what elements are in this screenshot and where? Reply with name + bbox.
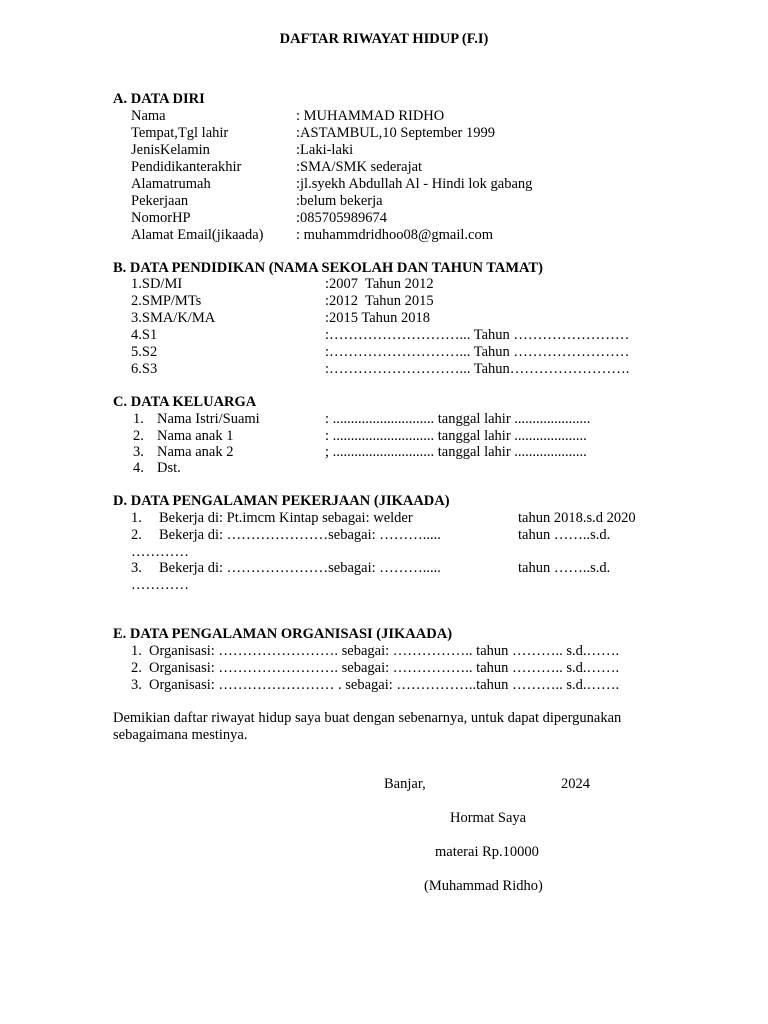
education-years: :………………………... Tahun …………………… bbox=[325, 344, 630, 360]
field-value: :ASTAMBUL,10 September 1999 bbox=[296, 125, 496, 141]
job-years: tahun 2018.s.d 2020 bbox=[518, 510, 636, 526]
organization-text: Organisasi: ……………………. sebagai: …………….. tahun ……….. s.d.……. bbox=[149, 643, 620, 659]
education-level: 2.SMP/MTs bbox=[131, 293, 202, 309]
education-level: 5.S2 bbox=[131, 344, 158, 360]
job-years: tahun ……..s.d. bbox=[518, 527, 611, 543]
field-label: Alamatrumah bbox=[131, 176, 211, 192]
field-value: : MUHAMMAD RIDHO bbox=[296, 108, 445, 124]
family-value: : ............................ tanggal lahir ..................... bbox=[325, 411, 591, 427]
field-label: JenisKelamin bbox=[131, 142, 210, 158]
job-text: Bekerja di: …………………sebagai: ………..... bbox=[159, 560, 441, 576]
job-continuation: ………… bbox=[131, 577, 189, 593]
section-a-heading: A. DATA DIRI bbox=[113, 91, 205, 107]
education-level: 6.S3 bbox=[131, 361, 158, 377]
education-level: 1.SD/MI bbox=[131, 276, 183, 292]
field-label: Pekerjaan bbox=[131, 193, 189, 209]
job-text: Bekerja di: Pt.imcm Kintap sebagai: welder bbox=[159, 510, 413, 526]
field-label: Tempat,Tgl lahir bbox=[131, 125, 229, 141]
family-label: Nama anak 2 bbox=[157, 444, 234, 460]
list-number: 1. bbox=[133, 411, 144, 427]
education-years: :2007 Tahun 2012 bbox=[325, 276, 434, 292]
education-level: 3.SMA/K/MA bbox=[131, 310, 216, 326]
section-e-heading: E. DATA PENGALAMAN ORGANISASI (JIKAADA) bbox=[113, 626, 453, 642]
field-label: NomorHP bbox=[131, 210, 191, 226]
organization-text: Organisasi: …………………… . sebagai: ……………..tahun ……….. s.d.……. bbox=[149, 677, 620, 693]
education-years: :2015 Tahun 2018 bbox=[325, 310, 431, 326]
family-label: Nama Istri/Suami bbox=[157, 411, 260, 427]
list-number: 2. bbox=[133, 428, 144, 444]
family-value: ; ............................ tanggal lahir .................... bbox=[325, 444, 587, 460]
family-value: : ............................ tanggal lahir .................... bbox=[325, 428, 587, 444]
list-number: 3. bbox=[131, 677, 142, 693]
list-number: 4. bbox=[133, 460, 144, 476]
list-number: 1. bbox=[131, 643, 142, 659]
signature-year: 2024 bbox=[561, 776, 590, 792]
closing-line-2: sebagaimana mestinya. bbox=[113, 727, 248, 743]
field-value: :SMA/SMK sederajat bbox=[296, 159, 423, 175]
section-d-heading: D. DATA PENGALAMAN PEKERJAAN (JIKAADA) bbox=[113, 493, 450, 509]
field-label: Nama bbox=[131, 108, 166, 124]
section-c-heading: C. DATA KELUARGA bbox=[113, 394, 257, 410]
field-value: :belum bekerja bbox=[296, 193, 383, 209]
field-value: :085705989674 bbox=[296, 210, 388, 226]
education-years: :2012 Tahun 2015 bbox=[325, 293, 434, 309]
signature-regards: Hormat Saya bbox=[450, 810, 527, 826]
list-number: 3. bbox=[133, 444, 144, 460]
family-label: Nama anak 1 bbox=[157, 428, 234, 444]
job-years: tahun ……..s.d. bbox=[518, 560, 611, 576]
list-number: 2. bbox=[131, 527, 142, 543]
field-value: :jl.syekh Abdullah Al - Hindi lok gabang bbox=[296, 176, 533, 192]
document-title: DAFTAR RIWAYAT HIDUP (F.I) bbox=[279, 31, 489, 47]
family-label: Dst. bbox=[157, 460, 181, 476]
field-label: Alamat Email(jikaada) bbox=[131, 227, 264, 243]
signature-name: (Muhammad Ridho) bbox=[424, 878, 543, 894]
education-years: :………………………... Tahun……………………. bbox=[325, 361, 630, 377]
list-number: 1. bbox=[131, 510, 142, 526]
education-years: :………………………... Tahun …………………… bbox=[325, 327, 630, 343]
field-value: : muhammdridhoo08@gmail.com bbox=[296, 227, 493, 243]
list-number: 2. bbox=[131, 660, 142, 676]
signature-place: Banjar, bbox=[384, 776, 426, 792]
field-value: :Laki-laki bbox=[296, 142, 354, 158]
list-number: 3. bbox=[131, 560, 142, 576]
field-label: Pendidikanterakhir bbox=[131, 159, 242, 175]
organization-text: Organisasi: ……………………. sebagai: …………….. tahun ……….. s.d.……. bbox=[149, 660, 620, 676]
job-text: Bekerja di: …………………sebagai: ………..... bbox=[159, 527, 441, 543]
section-b-heading: B. DATA PENDIDIKAN (NAMA SEKOLAH DAN TAHUN TAMAT) bbox=[113, 260, 543, 276]
signature-stamp: materai Rp.10000 bbox=[435, 844, 539, 860]
closing-line-1: Demikian daftar riwayat hidup saya buat dengan sebenarnya, untuk dapat dipergunakan bbox=[113, 710, 622, 726]
job-continuation: ………… bbox=[131, 544, 189, 560]
education-level: 4.S1 bbox=[131, 327, 158, 343]
